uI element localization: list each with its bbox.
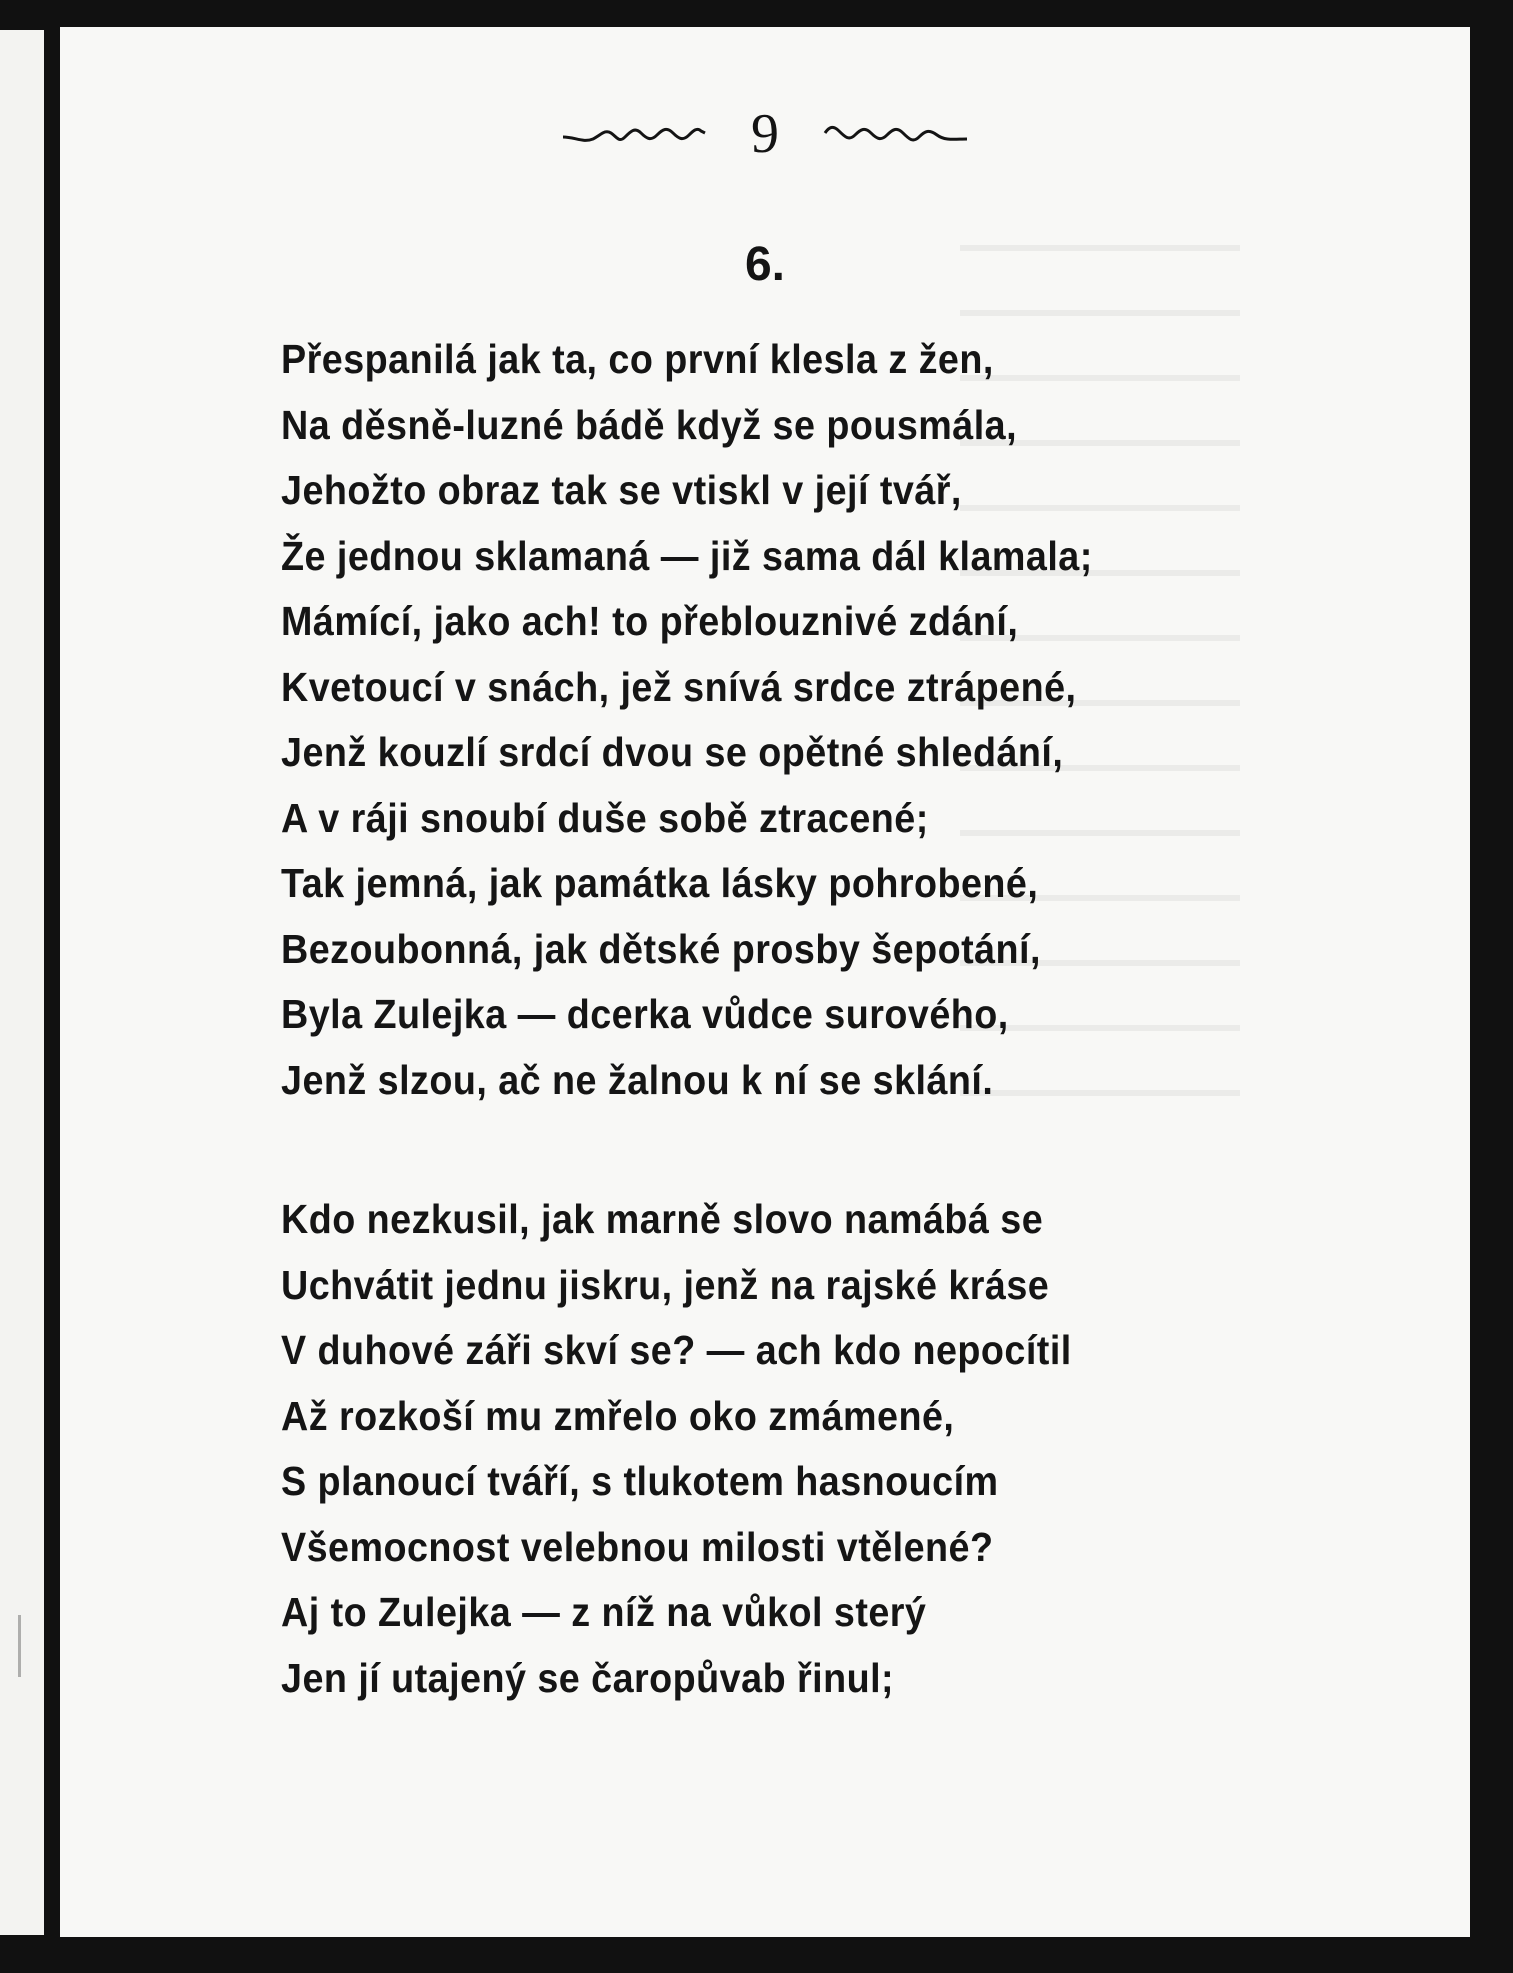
page-number: 9	[751, 103, 779, 166]
wavy-rule-right-icon	[819, 119, 969, 149]
section-number: 6.	[744, 238, 786, 291]
verse-line: Byla Zulejka — dcerka vůdce surového,	[281, 991, 1009, 1037]
verse-line: Jehožto obraz tak se vtiskl v její tvář,	[281, 467, 962, 513]
verse-line: S planoucí tváří, s tlukotem hasnoucím	[281, 1458, 999, 1504]
verse-line: V duhové záři skví se? — ach kdo nepocítil	[281, 1327, 1072, 1373]
verse-line: Tak jemná, jak památka lásky pohrobené,	[281, 860, 1039, 906]
verse-line: Jenž slzou, ač ne žalnou k ní se sklání.	[281, 1056, 994, 1103]
verse-line: Přespanilá jak ta, co první klesla z žen,	[281, 336, 994, 382]
facing-page-edge	[0, 30, 44, 1935]
verse-line: Jen jí utajený se čaropůvab řinul;	[281, 1654, 895, 1701]
verse-line: Kvetoucí v snách, jež snívá srdce ztrápené,	[281, 663, 1077, 710]
page-number-header	[60, 97, 1470, 166]
verse-line: Na děsně-luzné bádě když se pousmála,	[281, 401, 1018, 448]
verse-line: Kdo nezkusil, jak marně slovo namábá se	[281, 1196, 1044, 1242]
edge-mark	[18, 1615, 21, 1677]
verse-line: Mámící, jako ach! to přeblouznivé zdání,	[281, 598, 1019, 644]
verse-line: Všemocnost velebnou milosti vtělené?	[281, 1523, 994, 1570]
verse-line: Že jednou sklamaná — již sama dál klamala;	[281, 532, 1093, 579]
book-page	[60, 27, 1470, 1937]
verse-line: Jenž kouzlí srdcí dvou se opětné shledání,	[281, 729, 1064, 775]
wavy-rule-left-icon	[561, 119, 711, 149]
stanza-1	[281, 327, 1163, 1113]
verse-line: A v ráji snoubí duše sobě ztracené;	[281, 794, 929, 841]
verse-line: Bezoubonná, jak dětské prosby šepotání,	[281, 925, 1041, 972]
verse-line: Aj to Zulejka — z níž na vůkol sterý	[281, 1589, 927, 1635]
verse-line: Uchvátit jednu jiskru, jenž na rajské kráse	[281, 1261, 1050, 1308]
stanza-2	[281, 1187, 1140, 1711]
verse-line: Až rozkoší mu zmřelo oko zmámené,	[281, 1392, 955, 1439]
